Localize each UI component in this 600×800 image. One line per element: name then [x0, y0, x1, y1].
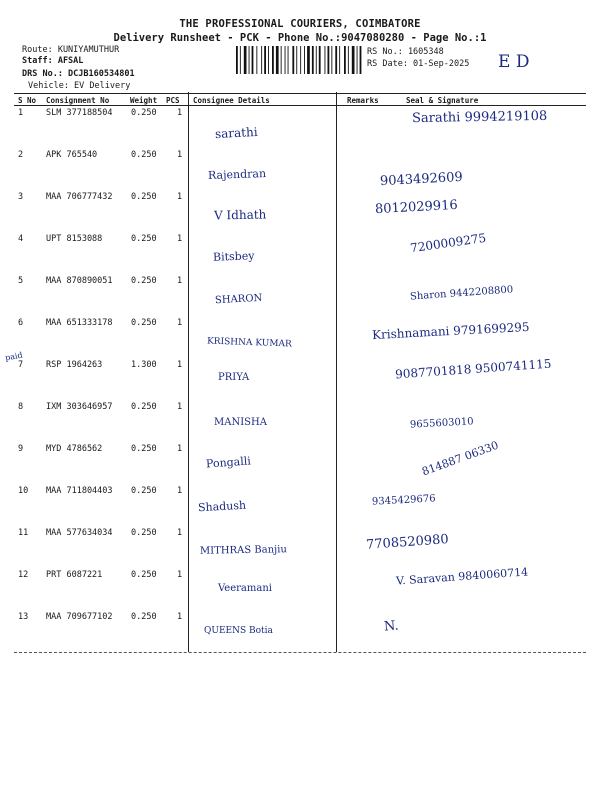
consignment-number: SLM 377188504 [46, 108, 113, 118]
signature-handwriting: V. Saravan 9840060714 [395, 565, 529, 588]
pieces-count: 1 [177, 612, 183, 622]
serial-number: 11 [18, 528, 29, 538]
barcode-image [236, 46, 362, 74]
serial-number: 7 [18, 360, 24, 370]
signature-handwriting: 9655603010 [409, 416, 474, 431]
consignee-handwriting: MITHRAS Banjiu [199, 544, 287, 557]
consignee-handwriting: V Idhath [213, 207, 267, 223]
weight-value: 0.250 [131, 276, 157, 286]
pieces-count: 1 [177, 234, 183, 244]
pieces-count: 1 [177, 444, 183, 454]
consignee-handwriting: QUEENS Botia [204, 626, 273, 636]
weight-value: 0.250 [131, 612, 157, 622]
consignment-number: MAA 709677102 [46, 612, 113, 622]
company-title: THE PROFESSIONAL COURIERS, COIMBATORE [179, 18, 421, 30]
pieces-count: 1 [177, 528, 183, 538]
route-label: Route: KUNIYAMUTHUR [22, 45, 120, 55]
staff-label: Staff: AFSAL [22, 56, 84, 66]
pieces-count: 1 [177, 570, 183, 580]
signature-handwriting: 9043492609 [379, 169, 464, 190]
consignment-number: MAA 651333178 [46, 318, 113, 328]
serial-number: 4 [18, 234, 24, 244]
signature-handwriting: 814887 06330 [420, 438, 501, 479]
col-consignee: Consignee Details [193, 96, 270, 105]
serial-number: 9 [18, 444, 24, 454]
serial-number: 6 [18, 318, 24, 328]
consignee-handwriting: PRIYA [218, 372, 250, 383]
margin-note: paid [4, 350, 24, 363]
serial-number: 8 [18, 402, 24, 412]
consignee-handwriting: Veeramani [218, 583, 272, 594]
weight-value: 1.300 [131, 360, 157, 370]
pieces-count: 1 [177, 108, 183, 118]
signature-handwriting: Krishnamani 9791699295 [371, 319, 530, 343]
serial-number: 10 [18, 486, 29, 496]
weight-value: 0.250 [131, 150, 157, 160]
signature-handwriting: 9345429676 [371, 493, 436, 508]
weight-value: 0.250 [131, 486, 157, 496]
consignment-number: IXM 303646957 [46, 402, 113, 412]
consignment-number: RSP 1964263 [46, 360, 103, 370]
weight-value: 0.250 [131, 444, 157, 454]
pieces-count: 1 [177, 360, 183, 370]
pieces-count: 1 [177, 150, 183, 160]
consignment-number: MAA 706777432 [46, 192, 113, 202]
consignee-handwriting: SHARON [214, 292, 263, 307]
footer-dashed-rule [14, 652, 586, 653]
col-pcs: PCS [166, 96, 180, 105]
serial-number: 5 [18, 276, 24, 286]
consignment-number: UPT 8153088 [46, 234, 103, 244]
pieces-count: 1 [177, 276, 183, 286]
handwritten-ed-mark: E D [498, 52, 530, 72]
weight-value: 0.250 [131, 570, 157, 580]
vehicle-label: Vehicle: EV Delivery [28, 81, 131, 91]
signature-handwriting: Sarathi 9994219108 [411, 108, 548, 127]
consignment-number: MAA 577634034 [46, 528, 113, 538]
remarks-divider [336, 92, 337, 652]
weight-value: 0.250 [131, 318, 157, 328]
weight-value: 0.250 [131, 108, 157, 118]
pieces-count: 1 [177, 486, 183, 496]
weight-value: 0.250 [131, 528, 157, 538]
signature-handwriting: 7708520980 [365, 532, 450, 553]
weight-value: 0.250 [131, 192, 157, 202]
consignee-divider [188, 92, 189, 652]
serial-number: 3 [18, 192, 24, 202]
col-weight: Weight [130, 96, 158, 105]
col-consignment: Consignment No [46, 96, 110, 105]
signature-handwriting: N. [383, 618, 400, 635]
consignment-number: MAA 870890051 [46, 276, 113, 286]
pieces-count: 1 [177, 318, 183, 328]
serial-number: 12 [18, 570, 29, 580]
weight-value: 0.250 [131, 234, 157, 244]
runsheet-subtitle: Delivery Runsheet - PCK - Phone No.:9047080280 - Page No.:1 [113, 32, 487, 44]
consignee-handwriting: KRISHNA KUMAR [206, 336, 292, 350]
col-signature: Seal & Signature [406, 96, 479, 105]
consignee-handwriting: MANISHA [214, 417, 267, 428]
pieces-count: 1 [177, 192, 183, 202]
consignee-handwriting: Pongalli [205, 454, 252, 471]
serial-number: 1 [18, 108, 24, 118]
weight-value: 0.250 [131, 402, 157, 412]
signature-handwriting: 8012029916 [374, 197, 459, 218]
serial-number: 2 [18, 150, 24, 160]
drs-number: DRS No.: DCJB160534801 [22, 69, 135, 79]
consignment-number: MAA 711804403 [46, 486, 113, 496]
consignment-number: APK 765540 [46, 150, 98, 160]
header-bottom-rule [14, 105, 586, 106]
serial-number: 13 [18, 612, 29, 622]
consignee-handwriting: sarathi [214, 124, 258, 142]
consignee-handwriting: Rajendran [207, 166, 267, 183]
consignee-handwriting: Bitsbey [212, 249, 255, 264]
rs-date: RS Date: 01-Sep-2025 [367, 59, 470, 69]
consignment-number: MYD 4786562 [46, 444, 103, 454]
signature-handwriting: 7200009275 [409, 230, 487, 256]
rs-number: RS No.: 1605348 [367, 47, 444, 57]
header-top-rule [14, 93, 586, 94]
consignment-number: PRT 6087221 [46, 570, 103, 580]
col-remarks: Remarks [347, 96, 379, 105]
pieces-count: 1 [177, 402, 183, 412]
consignee-handwriting: Shadush [197, 498, 247, 515]
col-sno: S No [18, 96, 37, 105]
signature-handwriting: 9087701818 9500741115 [394, 356, 552, 382]
signature-handwriting: Sharon 9442208800 [409, 284, 514, 303]
